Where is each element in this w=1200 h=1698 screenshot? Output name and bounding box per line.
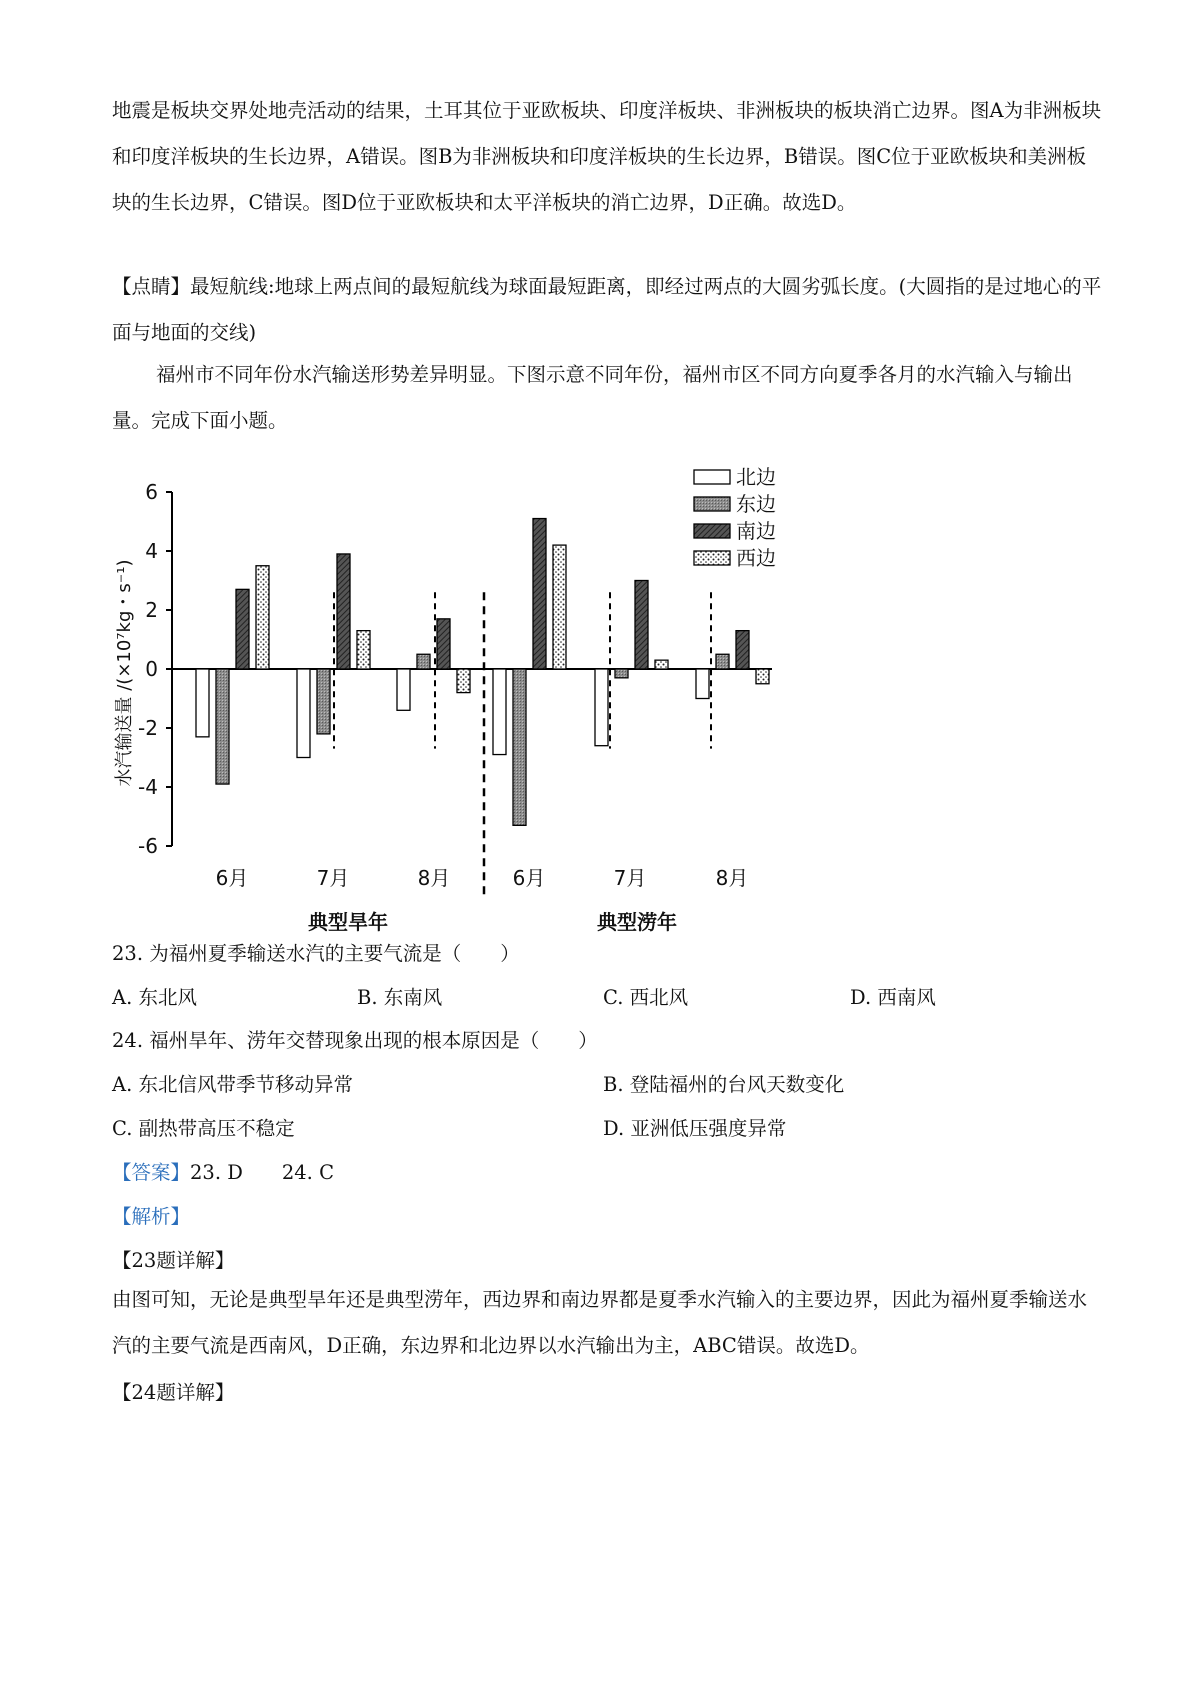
- group-label: 典型涝年: [597, 910, 677, 934]
- chart-bars: [196, 519, 769, 826]
- q24-option-d: D. 亚洲低压强度异常: [603, 1117, 787, 1140]
- bar-南边: [236, 589, 249, 669]
- q24-option-b: B. 登陆福州的台风天数变化: [603, 1073, 845, 1096]
- water-vapor-chart: [112, 465, 832, 934]
- y-tick-label: -6: [138, 834, 158, 858]
- bar-南边: [736, 631, 749, 669]
- bar-西边: [553, 545, 566, 669]
- y-tick-label: 6: [145, 480, 158, 504]
- legend-label: 北边: [736, 465, 776, 489]
- bar-北边: [196, 669, 209, 737]
- month-label: 6月: [215, 866, 249, 890]
- detail-24-tag: 【24题详解】: [112, 1381, 235, 1404]
- legend-swatch: [694, 551, 730, 565]
- q23-option-a: A. 东北风: [112, 986, 197, 1009]
- chart-legend: [694, 465, 776, 570]
- q24-option-c: C. 副热带高压不稳定: [112, 1117, 295, 1140]
- y-tick-label: 4: [145, 539, 158, 563]
- detail-23-tag: 【23题详解】: [112, 1249, 235, 1272]
- bar-北边: [297, 669, 310, 758]
- bar-西边: [457, 669, 470, 693]
- dianjing-text: 最短航线:地球上两点间的最短航线为球面最短距离，即经过两点的大圆劣弧长度。(大圆指的是过地心的平面与地面的交线): [112, 275, 1102, 344]
- month-label: 7月: [316, 866, 350, 890]
- detail-23-text: 由图可知，无论是典型旱年还是典型涝年，西边界和南边界都是夏季水汽输入的主要边界，因此为福州夏季输送水汽的主要气流是西南风，D正确，东边界和北边界以水汽输出为主，ABC错误。故选D。: [112, 1288, 1088, 1357]
- legend-swatch: [694, 524, 730, 538]
- bar-东边: [513, 669, 526, 825]
- analysis-tag: 【解析】: [112, 1205, 191, 1228]
- bar-西边: [357, 631, 370, 669]
- bar-北边: [595, 669, 608, 746]
- y-axis-label: 水汽输送量 /(×10⁷kg・s⁻¹): [114, 559, 135, 787]
- q23-option-b: B. 东南风: [357, 986, 443, 1009]
- group-label: 典型旱年: [308, 910, 388, 934]
- bar-北边: [397, 669, 410, 710]
- question-intro: 福州市不同年份水汽输送形势差异明显。下图示意不同年份，福州市区不同方向夏季各月的水汽输入与输出量。完成下面小题。: [112, 363, 1073, 432]
- answer-text: 23. D 24. C: [190, 1161, 334, 1184]
- legend-swatch: [694, 470, 730, 484]
- bar-东边: [216, 669, 229, 784]
- month-label: 6月: [512, 866, 546, 890]
- bar-东边: [317, 669, 330, 734]
- bar-东边: [716, 654, 729, 669]
- bar-东边: [615, 669, 628, 678]
- legend-label: 西边: [736, 546, 776, 570]
- answer-line: [112, 1157, 334, 1185]
- answer-tag: 【答案】: [112, 1161, 191, 1184]
- bar-西边: [655, 660, 668, 669]
- y-tick-label: 0: [145, 657, 158, 681]
- chart-axes: [166, 492, 772, 899]
- dianjing-tag: 【点睛】: [112, 275, 191, 298]
- bar-南边: [337, 554, 350, 669]
- month-label: 8月: [417, 866, 451, 890]
- month-label: 8月: [715, 866, 749, 890]
- legend-label: 南边: [736, 519, 776, 543]
- bar-西边: [756, 669, 769, 684]
- bar-南边: [437, 619, 450, 669]
- q23-option-d: D. 西南风: [850, 986, 936, 1009]
- bar-西边: [256, 566, 269, 669]
- question-23-stem: 23. 为福州夏季输送水汽的主要气流是（ ）: [112, 942, 520, 965]
- month-label: 7月: [613, 866, 647, 890]
- legend-label: 东边: [736, 492, 776, 516]
- bar-南边: [533, 519, 546, 669]
- paragraph-earthquake-answer: 地震是板块交界处地壳活动的结果，土耳其位于亚欧板块、印度洋板块、非洲板块的板块消亡边界。图A为非洲板块和印度洋板块的生长边界，A错误。图B为非洲板块和印度洋板块的生长边界，B错误。图C位于亚欧板块和美洲板块的生长边界，C错误。图D位于亚欧板块和太平洋板块的消亡边界，D正确。故选D。: [112, 99, 1102, 214]
- bar-东边: [417, 654, 430, 669]
- y-tick-label: 2: [145, 598, 158, 622]
- y-tick-label: -4: [138, 775, 158, 799]
- dianjing-paragraph: [112, 264, 1102, 356]
- q23-option-c: C. 西北风: [603, 986, 689, 1009]
- bar-南边: [635, 581, 648, 670]
- question-24-stem: 24. 福州旱年、涝年交替现象出现的根本原因是（ ）: [112, 1029, 598, 1052]
- legend-swatch: [694, 497, 730, 511]
- bar-北边: [493, 669, 506, 755]
- y-tick-label: -2: [138, 716, 158, 740]
- q24-option-a: A. 东北信风带季节移动异常: [112, 1073, 353, 1096]
- bar-北边: [696, 669, 709, 699]
